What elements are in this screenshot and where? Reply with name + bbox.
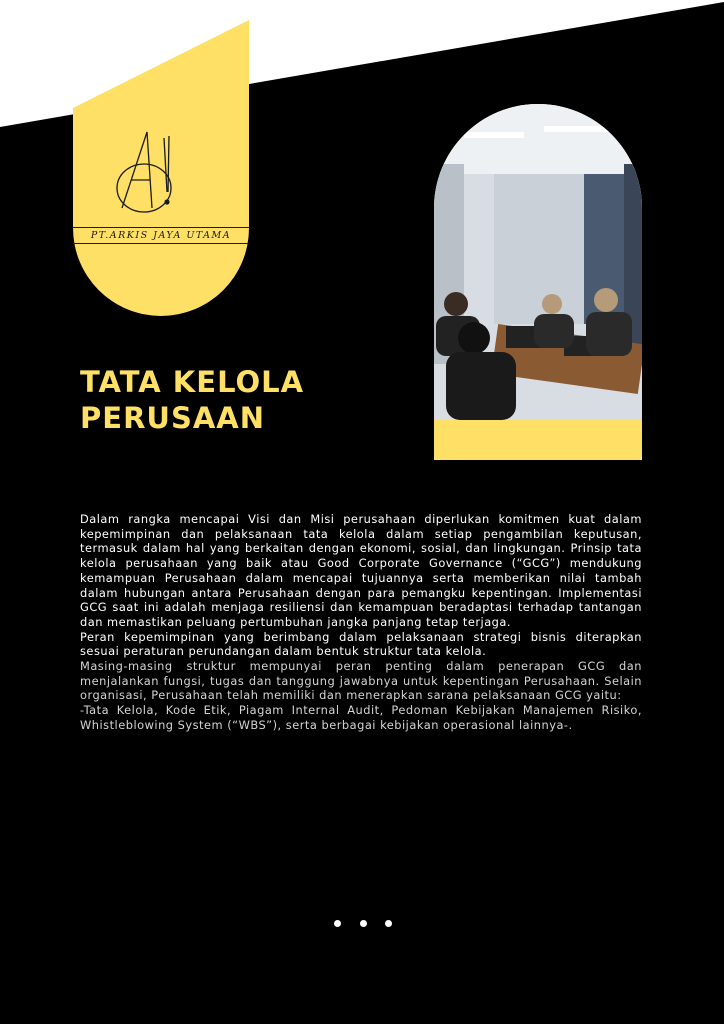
page-title <box>80 364 380 436</box>
title-line-2: PERUSAAN <box>80 401 265 435</box>
dot-icon <box>360 920 367 927</box>
paragraph-leadership: Peran kepemimpinan yang berimbang dalam pelaksanaan strategi bisnis diterapkan sesuai peraturan perundangan dalam bentuk struktur tata kelola. <box>80 629 642 659</box>
office-meeting-photo <box>434 104 642 460</box>
paragraph-structure: Masing-masing struktur mempunyai peran penting dalam penerapan GCG dan menjalankan fungsi, tugas dan tanggung jawabnya untuk kepentingan Perusahaan. Selain organisasi, Perusahaan telah memiliki dan menerapkan sarana pelaksanaan GCG yaitu: <box>80 659 642 703</box>
paragraph-intro: Dalam rangka mencapai Visi dan Misi perusahaan diperlukan komitmen kuat dalam kepemimpinan dan pelaksanaan tata kelola dalam setiap pengambilan keputusan, termasuk dalam hal yang berkaitan dengan ekonomi, sosial, dan lingkungan. Prinsip tata kelola perusahaan yang baik atau Good Corporate Governance (“GCG”) mendukung kemampuan Perusahaan dalam mencapai tujuannya serta memberikan nilai tambah dalam hubungan antara Perusahaan dengan para pemangku kepentingan. Implementasi GCG saat ini adalah menjaga resiliensi dan kemampuan beradaptasi terhadap tantangan dan memastikan peluang pertumbuhan jangka panjang tetap terjaga. <box>80 512 642 629</box>
company-name: PT.ARKIS JAYA UTAMA <box>73 227 249 244</box>
monogram-a-logo <box>112 120 182 230</box>
paragraph-instruments: -Tata Kelola, Kode Etik, Piagam Internal Audit, Pedoman Kebijakan Manajemen Risiko, Whistleblowing System (“WBS”), serta berbagai kebijakan operasional lainnya-. <box>80 703 642 732</box>
three-dots-icon <box>334 918 392 928</box>
title-line-1: TATA KELOLA <box>80 365 305 399</box>
body-text <box>80 512 642 733</box>
dot-icon <box>334 920 341 927</box>
dot-icon <box>385 920 392 927</box>
